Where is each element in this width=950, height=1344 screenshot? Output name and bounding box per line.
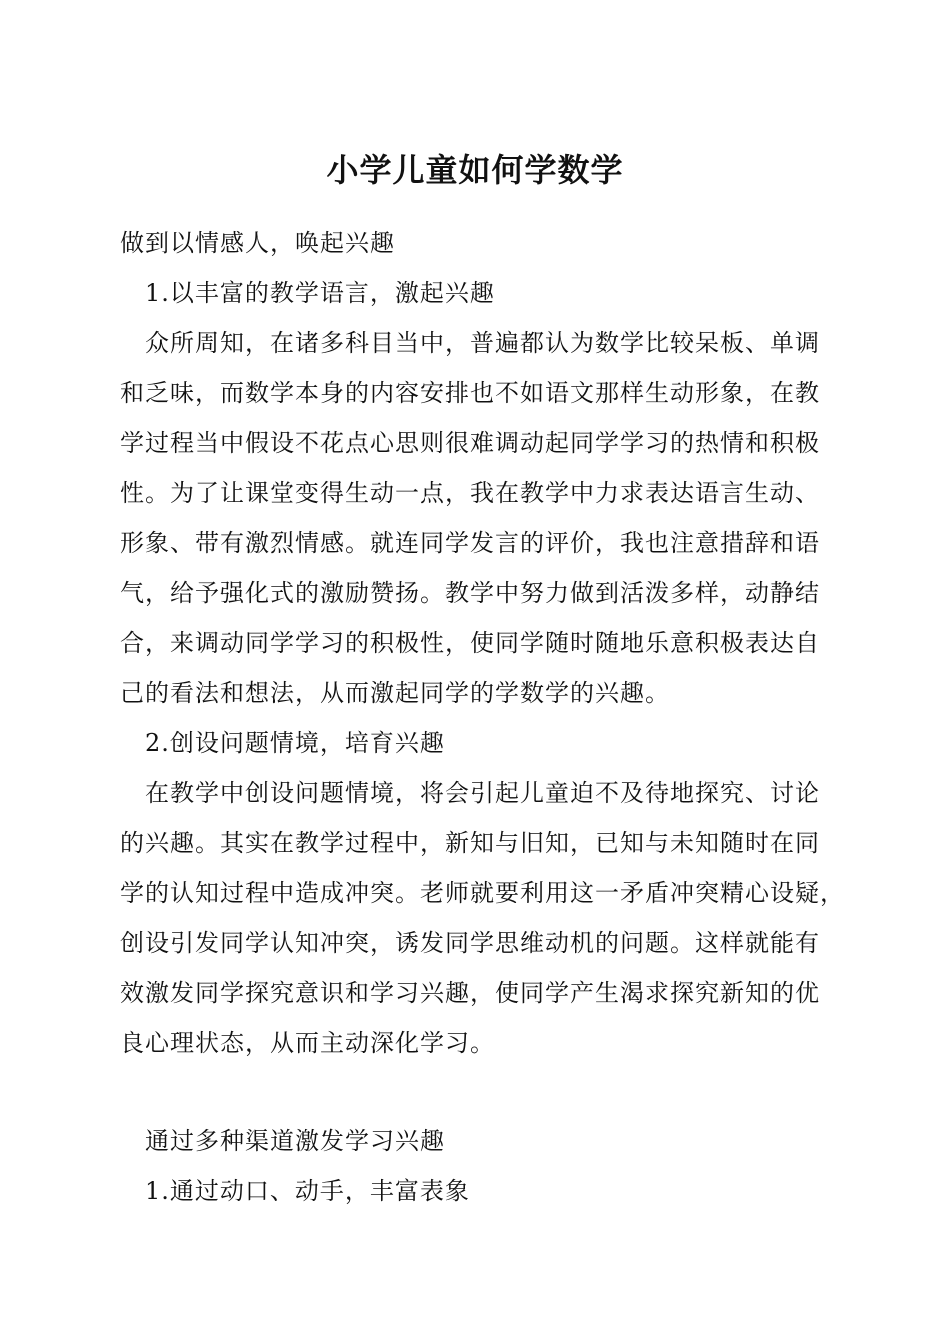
paragraph-line: 学的认知过程中造成冲突。老师就要利用这一矛盾冲突精心设疑， — [120, 879, 845, 907]
item-heading-1: 1.以丰富的教学语言，激起兴趣 — [145, 279, 495, 307]
paragraph-2 — [120, 768, 845, 1068]
paragraph-1 — [120, 318, 845, 718]
paragraph-line: 众所周知，在诸多科目当中，普遍都认为数学比较呆板、单调 — [145, 329, 820, 357]
paragraph-line: 性。为了让课堂变得生动一点，我在教学中力求表达语言生动、 — [120, 479, 820, 507]
paragraph-line: 良心理状态，从而主动深化学习。 — [120, 1029, 495, 1057]
paragraph-line: 在教学中创设问题情境，将会引起儿童迫不及待地探究、讨论 — [145, 779, 820, 807]
paragraph-line: 气，给予强化式的激励赞扬。教学中努力做到活泼多样，动静结 — [120, 579, 820, 607]
item-heading-3: 1.通过动口、动手，丰富表象 — [145, 1177, 470, 1205]
paragraph-line: 创设引发同学认知冲突，诱发同学思维动机的问题。这样就能有 — [120, 929, 820, 957]
paragraph-line: 学过程当中假设不花点心思则很难调动起同学学习的热情和积极 — [120, 429, 820, 457]
paragraph-line: 效激发同学探究意识和学习兴趣，使同学产生渴求探究新知的优 — [120, 979, 820, 1007]
section-heading-2: 通过多种渠道激发学习兴趣 — [145, 1127, 445, 1155]
paragraph-line: 形象、带有激烈情感。就连同学发言的评价，我也注意措辞和语 — [120, 529, 820, 557]
paragraph-line: 己的看法和想法，从而激起同学的学数学的兴趣。 — [120, 679, 670, 707]
section-heading-1: 做到以情感人，唤起兴趣 — [120, 229, 395, 257]
document-title: 小学儿童如何学数学 — [326, 151, 624, 189]
paragraph-line: 和乏味，而数学本身的内容安排也不如语文那样生动形象，在教 — [120, 379, 820, 407]
item-heading-2: 2.创设问题情境，培育兴趣 — [145, 729, 445, 757]
paragraph-line: 的兴趣。其实在教学过程中，新知与旧知，已知与未知随时在同 — [120, 829, 820, 857]
paragraph-line: 合，来调动同学学习的积极性，使同学随时随地乐意积极表达自 — [120, 629, 820, 657]
